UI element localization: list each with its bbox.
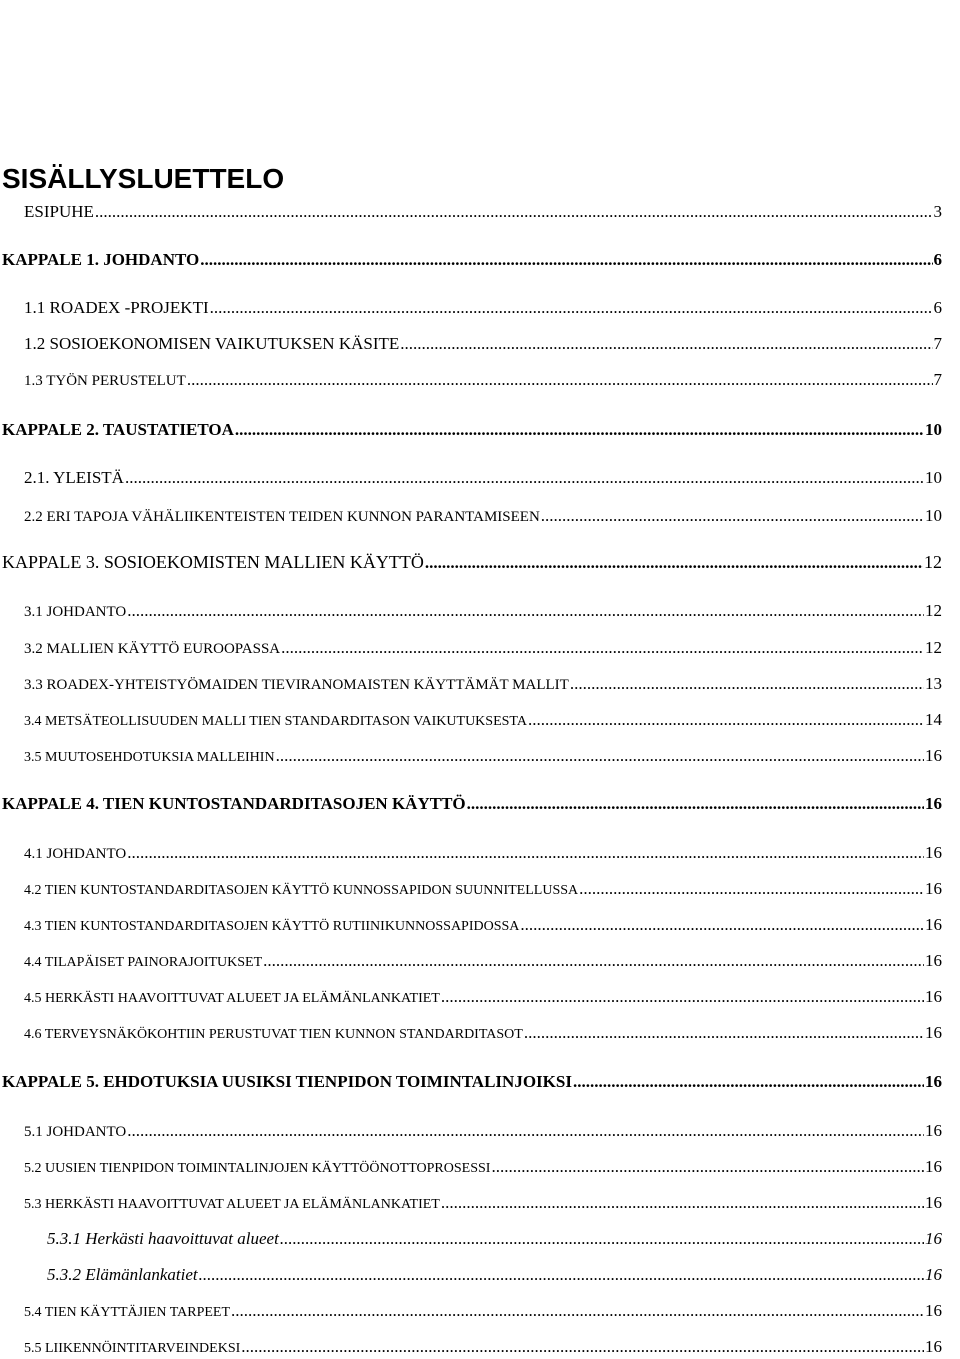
- toc-entry[interactable]: [24, 1301, 942, 1323]
- toc-entry-label: KAPPALE 2. TAUSTATIETOA: [2, 420, 234, 439]
- dot-leader: [425, 553, 923, 573]
- toc-entry[interactable]: [24, 638, 942, 659]
- toc-entry-label: ESIPUHE: [24, 202, 94, 221]
- dot-leader: [231, 1301, 924, 1321]
- toc-entry-page: 14: [925, 710, 942, 729]
- toc-entry[interactable]: [24, 951, 942, 973]
- toc-entry-page: 12: [924, 552, 942, 572]
- toc-entry-page: 16: [925, 879, 942, 898]
- dot-leader: [570, 674, 924, 694]
- toc-entry[interactable]: [24, 506, 942, 527]
- dot-leader: [127, 601, 924, 621]
- toc-entry[interactable]: [24, 298, 942, 318]
- toc-entry-label: 1.2 SOSIOEKONOMISEN VAIKUTUKSEN KÄSITE: [24, 334, 400, 353]
- toc-entry-page: 7: [933, 370, 942, 389]
- toc-entry-page: 7: [933, 334, 942, 353]
- toc-entry-page: 10: [925, 506, 942, 525]
- toc-entry[interactable]: [24, 334, 942, 354]
- toc-entry-label: 4.2 TIEN KUNTOSTANDARDITASOJEN KÄYTTÖ KUNNOSSAPIDON SUUNNITELLUSSA: [24, 883, 579, 898]
- toc-entry-label: 2.2 ERI TAPOJA VÄHÄLIIKENTEISTEN TEIDEN KUNNON PARANTAMISEEN: [24, 509, 540, 525]
- toc-entry-label: 5.2 UUSIEN TIENPIDON TOIMINTALINJOJEN KÄYTTÖÖNOTTOPROSESSI: [24, 1161, 491, 1176]
- toc-entry-page: 12: [925, 601, 942, 620]
- dot-leader: [235, 420, 924, 440]
- toc-entry-page: 10: [925, 420, 942, 439]
- toc-entry-page: 16: [925, 987, 942, 1006]
- toc-entry-page: 16: [925, 951, 942, 970]
- dot-leader: [491, 1157, 924, 1177]
- toc-entry[interactable]: [24, 879, 942, 901]
- toc-entry-label: 5.4 TIEN KÄYTTÄJIEN TARPEET: [24, 1305, 231, 1320]
- toc-entry-page: 16: [925, 1301, 942, 1320]
- toc-entry-label: 4.1 JOHDANTO: [24, 846, 127, 862]
- toc-entry[interactable]: [2, 1072, 942, 1092]
- toc-entry-label: 5.1 JOHDANTO: [24, 1124, 127, 1140]
- dot-leader: [441, 987, 924, 1007]
- toc-entry[interactable]: [24, 1157, 942, 1179]
- toc-entry-label: 4.6 TERVEYSNÄKÖKOHTIIN PERUSTUVAT TIEN KUNNON STANDARDITASOT: [24, 1027, 523, 1042]
- toc-entry-label: 3.3 ROADEX-YHTEISTYÖMAIDEN TIEVIRANOMAISTEN KÄYTTÄMÄT MALLIT: [24, 677, 569, 693]
- toc-entry[interactable]: [24, 202, 942, 222]
- toc-entry-page: 16: [925, 1265, 942, 1284]
- toc-entry-page: 16: [925, 1121, 942, 1140]
- toc-entry-page: 16: [925, 794, 942, 813]
- toc-entry-page: 16: [925, 1072, 942, 1091]
- dot-leader: [524, 1023, 924, 1043]
- toc-entry[interactable]: [24, 987, 942, 1009]
- toc-entry[interactable]: [2, 250, 942, 270]
- toc-entry-page: 3: [933, 202, 942, 221]
- toc-entry-page: 13: [925, 674, 942, 693]
- dot-leader: [127, 1121, 924, 1141]
- toc-entry-label: 2.1. YLEISTÄ: [24, 468, 124, 487]
- toc-entry-page: 12: [925, 638, 942, 657]
- dot-leader: [520, 915, 924, 935]
- dot-leader: [281, 638, 924, 658]
- toc-entry-page: 6: [933, 250, 942, 269]
- toc-entry[interactable]: [24, 1023, 942, 1045]
- toc-entry-label: 1.3 TYÖN PERUSTELUT: [24, 373, 186, 389]
- toc-entry[interactable]: [47, 1265, 942, 1285]
- dot-leader: [127, 843, 924, 863]
- dot-leader: [441, 1193, 924, 1213]
- toc-entry-label: 5.5 LIIKENNÖINTITARVEINDEKSI: [24, 1341, 241, 1356]
- toc-entry-label: KAPPALE 3. SOSIOEKOMISTEN MALLIEN KÄYTTÖ: [2, 552, 424, 572]
- dot-leader: [573, 1072, 924, 1092]
- toc-entry[interactable]: [24, 710, 942, 732]
- dot-leader: [541, 506, 924, 526]
- toc-entry-label: 1.1 ROADEX -PROJEKTI: [24, 298, 209, 317]
- dot-leader: [276, 746, 924, 766]
- dot-leader: [125, 468, 924, 488]
- dot-leader: [241, 1337, 924, 1357]
- toc-entry-label: 3.1 JOHDANTO: [24, 604, 127, 620]
- toc-entry-page: 16: [925, 1229, 942, 1248]
- toc-entry[interactable]: [24, 370, 942, 391]
- dot-leader: [263, 951, 924, 971]
- toc-entry-page: 16: [925, 1023, 942, 1042]
- toc-entry-label: 5.3 HERKÄSTI HAAVOITTUVAT ALUEET JA ELÄMÄNLANKATIET: [24, 1197, 440, 1212]
- toc-entry[interactable]: [24, 915, 942, 937]
- dot-leader: [95, 202, 933, 222]
- toc-entry-label: 4.4 TILAPÄISET PAINORAJOITUKSET: [24, 955, 263, 970]
- toc-entry[interactable]: [24, 1193, 942, 1215]
- toc-entry-page: 16: [925, 1157, 942, 1176]
- toc-entry-page: 16: [925, 843, 942, 862]
- toc-entry-page: 10: [925, 468, 942, 487]
- toc-entry-label: 5.3.1 Herkästi haavoittuvat alueet: [47, 1229, 279, 1248]
- dot-leader: [200, 250, 932, 270]
- toc-entry-label: 3.2 MALLIEN KÄYTTÖ EUROOPASSA: [24, 641, 281, 657]
- toc-entry[interactable]: [24, 601, 942, 622]
- dot-leader: [467, 794, 924, 814]
- toc-entry-label: KAPPALE 1. JOHDANTO: [2, 250, 200, 269]
- dot-leader: [528, 710, 924, 730]
- dot-leader: [210, 298, 933, 318]
- dot-leader: [280, 1229, 924, 1249]
- toc-entry-page: 16: [925, 746, 942, 765]
- toc-entry-page: 16: [925, 1337, 942, 1356]
- toc-entry[interactable]: [24, 746, 942, 768]
- toc-entry[interactable]: [24, 674, 942, 695]
- toc-entry-label: 4.5 HERKÄSTI HAAVOITTUVAT ALUEET JA ELÄMÄNLANKATIET: [24, 991, 440, 1006]
- dot-leader: [400, 334, 932, 354]
- toc-entry[interactable]: [2, 794, 942, 814]
- toc-entry-label: 3.4 METSÄTEOLLISUUDEN MALLI TIEN STANDARDITASON VAIKUTUKSESTA: [24, 714, 527, 729]
- toc-entry[interactable]: [24, 1121, 942, 1142]
- toc-entry-page: 16: [925, 1193, 942, 1212]
- dot-leader: [199, 1265, 924, 1285]
- toc-entry-page: 6: [933, 298, 942, 317]
- toc-entry-label: 4.3 TIEN KUNTOSTANDARDITASOJEN KÄYTTÖ RUTIINIKUNNOSSAPIDOSSA: [24, 919, 520, 934]
- toc-entry[interactable]: [24, 468, 942, 488]
- toc-title: SISÄLLYSLUETTELO: [2, 163, 285, 194]
- toc-entry[interactable]: [24, 843, 942, 864]
- toc-entry-label: 5.3.2 Elämänlankatiet: [47, 1265, 198, 1284]
- dot-leader: [579, 879, 924, 899]
- toc-entry-label: KAPPALE 5. EHDOTUKSIA UUSIKSI TIENPIDON TOIMINTALINJOIKSI: [2, 1072, 572, 1091]
- toc-entry-label: KAPPALE 4. TIEN KUNTOSTANDARDITASOJEN KÄYTTÖ: [2, 794, 466, 813]
- toc-entry[interactable]: [47, 1229, 942, 1249]
- toc-entry[interactable]: [2, 552, 942, 573]
- toc-entry-label: 3.5 MUUTOSEHDOTUKSIA MALLEIHIN: [24, 750, 275, 765]
- toc-entry[interactable]: [24, 1337, 942, 1359]
- toc-entry[interactable]: [2, 420, 942, 440]
- toc-entry-page: 16: [925, 915, 942, 934]
- dot-leader: [187, 370, 933, 390]
